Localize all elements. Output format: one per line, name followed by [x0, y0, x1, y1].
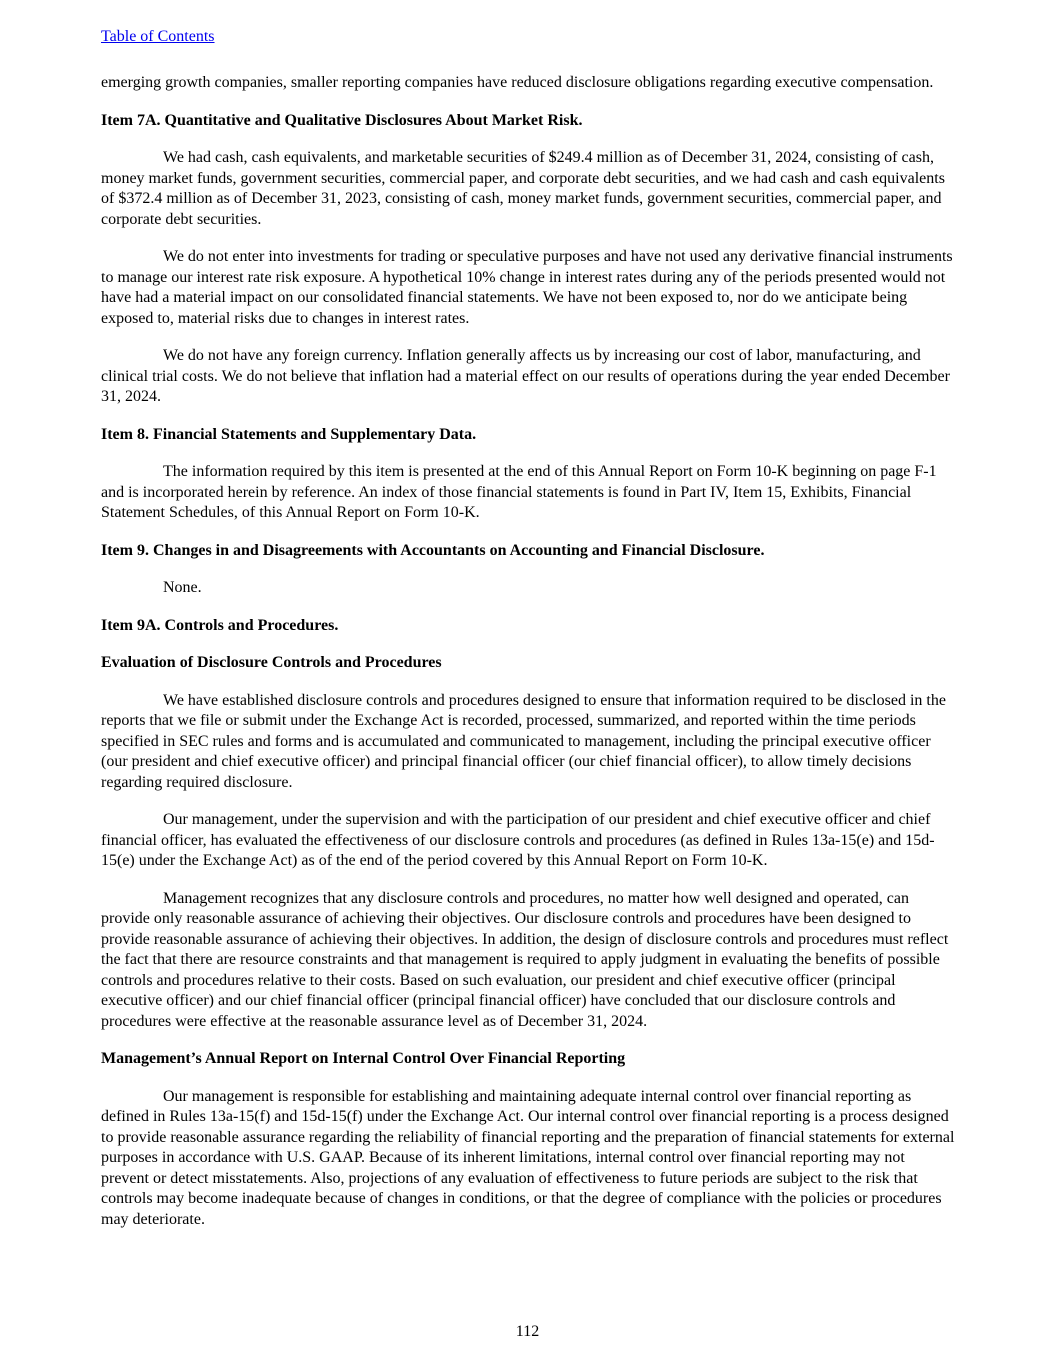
heading-item-9: Item 9. Changes in and Disagreements with Accountants on Accounting and Financial Disclosure. [101, 541, 765, 559]
heading-item-9a: Item 9A. Controls and Procedures. [101, 616, 339, 634]
intro-paragraph: emerging growth companies, smaller reporting companies have reduced disclosure obligations regarding executive compensation. [101, 74, 934, 91]
heading-evaluation: Evaluation of Disclosure Controls and Procedures [101, 654, 442, 671]
document-body [101, 73, 956, 1247]
page-number: 112 [515, 1323, 540, 1340]
paragraph-evaluation-2: Our management, under the supervision and with the participation of our president and chief executive officer and chief financial officer, has evaluated the effectiveness of our disclosure controls and procedures (as defined in Rules 13a-15(e) and 15d-15(e) under the Exchange Act) as of the end of the period covered by this Annual Report on Form 10-K. [101, 811, 935, 869]
paragraph-7a-cash: We had cash, cash equivalents, and marketable securities of $249.4 million as of December 31, 2024, consisting of cash, money market funds, government securities, commercial paper, and corporate debt securities, and we had cash and cash equivalents of $372.4 million as of December 31, 2023, consisting of cash, money market funds, government securities, commercial paper, and corporate debt securities. [101, 149, 945, 228]
paragraph-8: The information required by this item is presented at the end of this Annual Report on Form 10-K beginning on page F-1 and is incorporated herein by reference. An index of those financial statements is found in Part IV, Item 15, Exhibits, Financial Statement Schedules, of this Annual Report on Form 10-K. [101, 463, 937, 521]
paragraph-9: None. [163, 579, 202, 596]
paragraph-internal-control: Our management is responsible for establishing and maintaining adequate internal control over financial reporting as defined in Rules 13a-15(f) and 15d-15(f) under the Exchange Act. Our internal control over financial reporting is a process designed to provide reasonable assurance regarding the reliability of financial reporting and the preparation of financial statements for external purposes in accordance with U.S. GAAP. Because of its inherent limitations, internal control over financial reporting may not prevent or detect misstatements. Also, projections of any evaluation of effectiveness to future periods are subject to the risk that controls may become inadequate because of changes in conditions, or that the degree of compliance with the policies or procedures may deteriorate. [101, 1087, 955, 1228]
heading-internal-control: Management’s Annual Report on Internal Control Over Financial Reporting [101, 1050, 626, 1067]
paragraph-evaluation-1: We have established disclosure controls and procedures designed to ensure that information required to be disclosed in the reports that we file or submit under the Exchange Act is recorded, processed, summarized, and reported within the time periods specified in SEC rules and forms and is accumulated and communicated to management, including the principal executive officer (our president and chief executive officer) and principal financial officer (our chief financial officer), to allow timely decisions regarding required disclosure. [101, 691, 946, 791]
table-of-contents-link[interactable]: Table of Contents [101, 28, 215, 45]
paragraph-7a-interest-rate: We do not enter into investments for trading or speculative purposes and have not used any derivative financial instruments to manage our interest rate risk exposure. A hypothetical 10% change in interest rates during any of the periods presented would not have had a material impact on our consolidated financial statements. We have not been exposed to, nor do we anticipate being exposed to, material risks due to changes in interest rates. [101, 248, 953, 327]
paragraph-evaluation-3: Management recognizes that any disclosure controls and procedures, no matter how well designed and operated, can provide only reasonable assurance of achieving their objectives. Our disclosure controls and procedures have been designed to provide reasonable assurance of achieving their objectives. In addition, the design of disclosure controls and procedures must reflect the fact that there are resource constraints and that management is required to apply judgment in evaluating the benefits of possible controls and procedures relative to their costs. Based on such evaluation, our president and chief executive officer (principal executive officer) and our chief financial officer (principal financial officer) have concluded that our disclosure controls and procedures were effective at the reasonable assurance level as of December 31, 2024. [101, 889, 949, 1030]
paragraph-7a-inflation: We do not have any foreign currency. Inflation generally affects us by increasing our cost of labor, manufacturing, and clinical trial costs. We do not believe that inflation had a material effect on our results of operations during the year ended December 31, 2024. [101, 347, 950, 405]
heading-item-8: Item 8. Financial Statements and Supplementary Data. [101, 425, 477, 443]
heading-item-7a: Item 7A. Quantitative and Qualitative Disclosures About Market Risk. [101, 111, 583, 129]
